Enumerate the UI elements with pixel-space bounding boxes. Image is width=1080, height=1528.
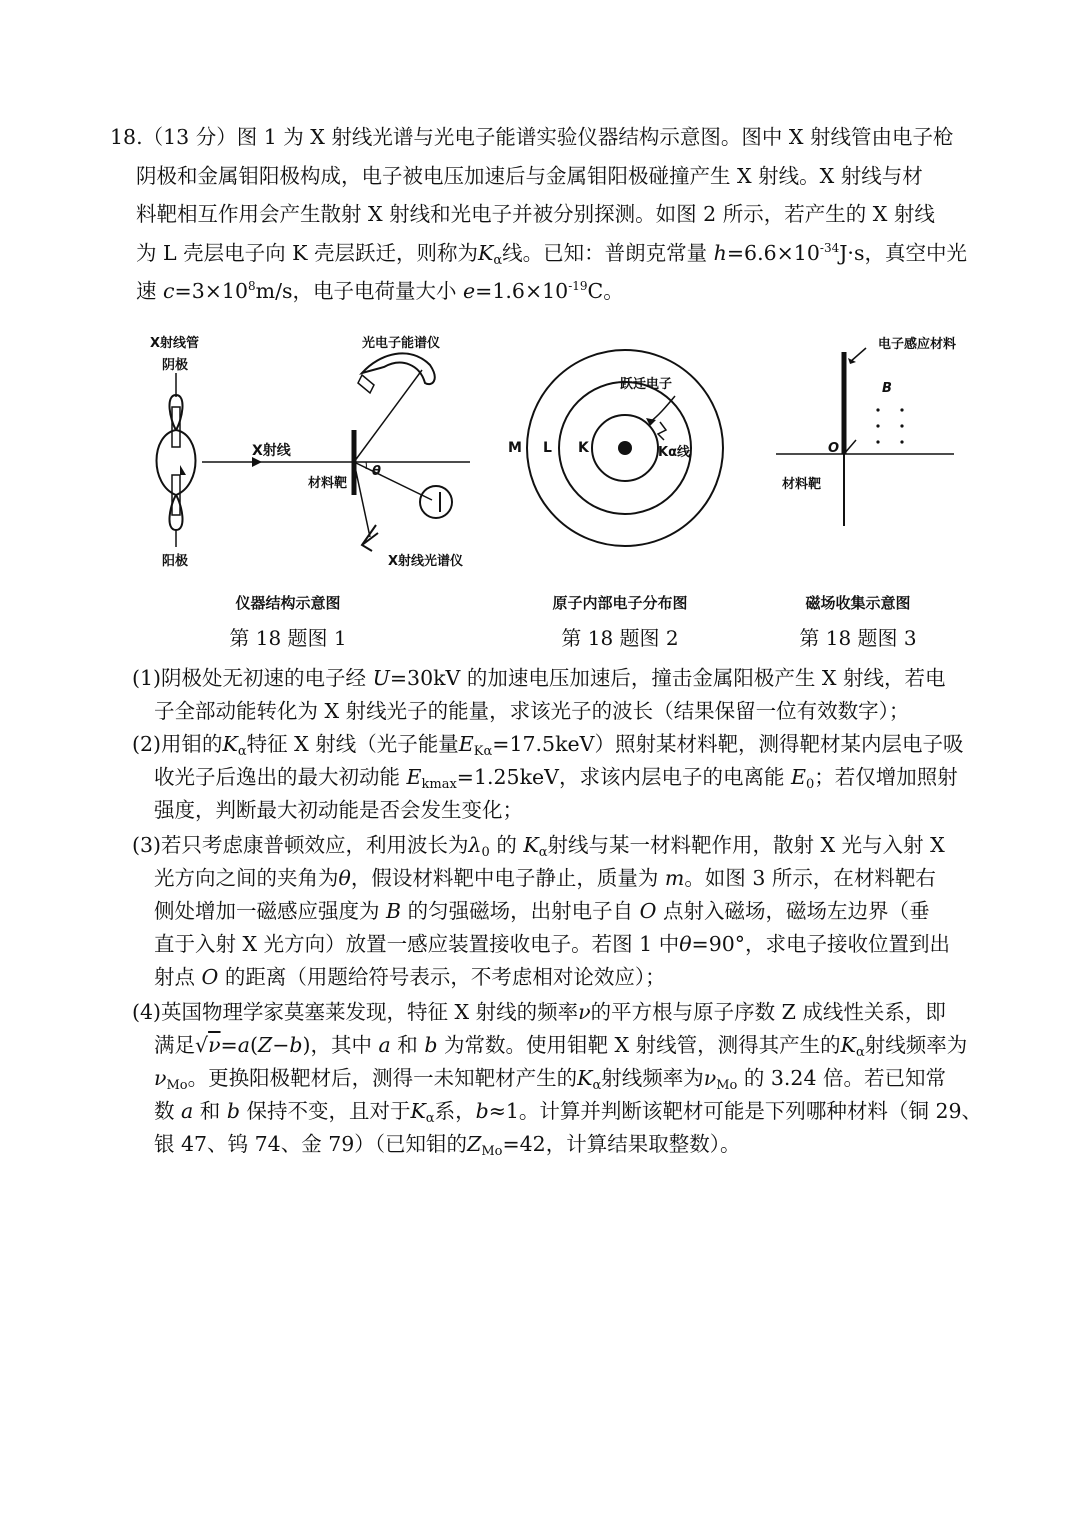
fig1-label-pes: 光电子能谱仪 bbox=[362, 336, 441, 351]
fig3-label-o: O bbox=[828, 441, 840, 456]
fig1-label-xrs: X射线光谱仪 bbox=[388, 554, 464, 569]
fig1-label-cathode: 阴极 bbox=[162, 358, 189, 373]
question-3: (3)若只考虑康普顿效应，利用波长为$\lambda_0$ 的 $K_\alpha$射线与某一材料靶作用，散射 X 光与入射 X 光方向之间的夹角为θ，假设材料靶中电子静止，质量为 m。如图 3 所示，在材料靶右 侧处增加一磁感应强度为 B 的匀强磁场，出射电子自 O 点射入磁场，磁场左边界（垂 直于入射 X 光方向）放置一感应装置接收电子。若图 1 中θ=90°，求电子接收位置到出 射点 O 的距离（用题给符号表示，不考虑相对论效应）； bbox=[132, 833, 951, 989]
fig1-label-theta: θ bbox=[372, 464, 381, 479]
xray-spectrometer-detector bbox=[420, 486, 452, 518]
figure-1 bbox=[140, 325, 490, 575]
fig2-label-l: L bbox=[543, 440, 552, 456]
fig3-label-material: 电子感应材料 bbox=[878, 337, 957, 352]
fig3-subcaption: 磁场收集示意图 bbox=[805, 594, 911, 612]
photon-wave-icon bbox=[658, 422, 666, 440]
scattered-xray bbox=[354, 462, 432, 500]
fig2-subcaption: 原子内部电子分布图 bbox=[552, 594, 688, 612]
fig3-label-b: B bbox=[882, 381, 892, 396]
figure-1-diagram bbox=[140, 325, 490, 575]
fig1-label-target: 材料靶 bbox=[308, 476, 348, 491]
fig2-label-k: K bbox=[578, 440, 589, 456]
intro-line-5: 速 $c=3\times 10^8m/s$，电子电荷量大小 $e=1.6\times 10^{-19}C$。 bbox=[136, 279, 624, 303]
material-pointer-head-icon bbox=[848, 358, 856, 364]
fig1-subcaption: 仪器结构示意图 bbox=[235, 594, 341, 612]
question-1: (1)阴极处无初速的电子经 U=30kV 的加速电压加速后，撞击金属阳极产生 X 射线，若电 子全部动能转化为 X 射线光子的能量，求该光子的波长（结果保留一位有效数字）； bbox=[132, 666, 946, 723]
fig2-label-m: M bbox=[508, 440, 522, 456]
question-2: (2)用钼的$K_\alpha$特征 X 射线（光子能量$E_{K\alpha}=17.5keV$）照射某材料靶，测得靶材某内层电子吸 收光子后逸出的最大初动能 $E_{kmax}=1.25keV$，求该内层电子的电离能 $E_0$；若仅增加照射 强度，判断最大初动能是否会发生变化； bbox=[132, 732, 964, 822]
figure-3-diagram bbox=[770, 330, 980, 550]
intro-line-2: 阴极和金属钼阳极构成，电子被电压加速后与金属钼阳极碰撞产生 X 射线。X 射线与材 bbox=[136, 163, 923, 188]
nucleus bbox=[618, 441, 632, 455]
intro-line-1: 18.（13 分）图 1 为 X 射线光谱与光电子能谱实验仪器结构示意图。图中 X 射线管由电子枪 bbox=[110, 125, 954, 149]
anode-tip bbox=[180, 465, 186, 475]
magnetic-field-dots bbox=[876, 408, 903, 443]
fig1-label-xray: X射线 bbox=[252, 443, 291, 459]
question-4: (4)英国物理学家莫塞莱发现，特征 X 射线的频率ν的平方根与原子序数 Z 成线性关系，即 满足√ν=a(Z−b)，其中 a 和 b 为常数。使用钼靶 X 射线管，测得其产生的$K_\alpha$射线频率为 $\nu_{Mo}$。更换阳极靶材后，测得一未知靶材产生的$K_\alpha$射线频率为$\nu_{Mo}$ 的 3.24 倍。若已知常 数 a 和 b 保持不变，且对于$K_\alpha$系，b≈1。计算并判断该靶材可能是下列哪种材料（铜 29、 银 47、钨 74、金 79）（已知钼的$Z_{Mo}=42$，计算结果取整数）。 bbox=[132, 1000, 983, 1159]
problem-intro bbox=[110, 118, 990, 311]
transition-arrow bbox=[650, 396, 675, 422]
fig3-caption: 第 18 题图 3 bbox=[799, 626, 917, 650]
intro-line-4: 为 L 壳层电子向 K 壳层跃迁，则称为$K_\alpha$线。已知：普朗克常量 $h=6.6\times 10^{-34}J\cdot s$，真空中光 bbox=[136, 240, 967, 268]
photoelectron-spectrometer bbox=[362, 353, 435, 384]
figure-2 bbox=[500, 330, 740, 570]
fig3-label-target: 材料靶 bbox=[782, 477, 822, 492]
fig1-caption: 第 18 题图 1 bbox=[229, 626, 347, 650]
scatter-path-lower bbox=[354, 462, 370, 537]
intro-line-3: 料靶相互作用会产生散射 X 射线和光电子并被分别探测。如图 2 所示，若产生的 X 射线 bbox=[136, 202, 935, 226]
xray-tube bbox=[157, 395, 196, 530]
figure-2-diagram bbox=[500, 330, 740, 570]
fig2-label-kalpha: Kα线 bbox=[658, 445, 691, 460]
material-pointer bbox=[850, 348, 866, 362]
fig1-label-anode: 阳极 bbox=[162, 554, 189, 569]
fig2-caption: 第 18 题图 2 bbox=[561, 626, 679, 650]
xray-spectrometer-bracket bbox=[362, 525, 378, 551]
pes-entrance bbox=[358, 375, 374, 393]
figure-3 bbox=[770, 330, 980, 550]
fig1-label-tube: X射线管 bbox=[150, 336, 200, 351]
photoelectron-path bbox=[354, 370, 422, 462]
fig2-label-transition: 跃迁电子 bbox=[620, 377, 673, 392]
cathode-filament bbox=[172, 407, 180, 447]
